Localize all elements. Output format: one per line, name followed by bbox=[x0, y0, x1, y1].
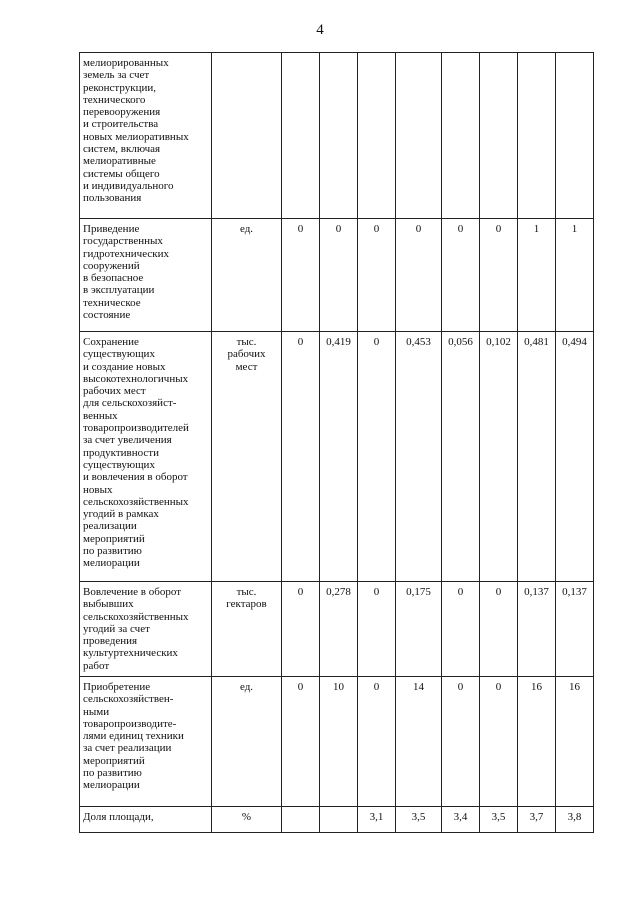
value-cell: 1 bbox=[518, 219, 556, 332]
value-cell: 0 bbox=[358, 219, 396, 332]
value-cell bbox=[518, 53, 556, 219]
indicators-table bbox=[79, 52, 594, 833]
value-cell: 16 bbox=[518, 677, 556, 807]
unit-cell: тыс. рабочих мест bbox=[212, 332, 282, 582]
table-row bbox=[80, 53, 594, 219]
value-cell: 0 bbox=[480, 582, 518, 677]
unit-cell bbox=[212, 53, 282, 219]
value-cell bbox=[282, 807, 320, 833]
page-number: 4 bbox=[316, 22, 324, 38]
indicator-cell: Приобретение сельскохозяйствен- ными товаропроизводите- лями единиц техники за счет реализации мероприятий по развитию мелиорации bbox=[80, 677, 212, 807]
value-cell: 1 bbox=[556, 219, 594, 332]
value-cell bbox=[396, 53, 442, 219]
value-cell bbox=[556, 53, 594, 219]
value-cell bbox=[282, 53, 320, 219]
table-row bbox=[80, 219, 594, 332]
value-cell: 0,137 bbox=[556, 582, 594, 677]
value-cell bbox=[320, 53, 358, 219]
value-cell: 0,419 bbox=[320, 332, 358, 582]
value-cell: 0 bbox=[396, 219, 442, 332]
table-row bbox=[80, 807, 594, 833]
value-cell: 0 bbox=[442, 677, 480, 807]
value-cell: 0 bbox=[442, 582, 480, 677]
unit-cell: % bbox=[212, 807, 282, 833]
value-cell bbox=[480, 53, 518, 219]
value-cell: 0,137 bbox=[518, 582, 556, 677]
indicator-cell: Вовлечение в оборот выбывших сельскохозяйственных угодий за счет проведения культуртехнических работ bbox=[80, 582, 212, 677]
value-cell: 0 bbox=[358, 677, 396, 807]
value-cell: 0 bbox=[282, 332, 320, 582]
unit-cell: ед. bbox=[212, 219, 282, 332]
table-row bbox=[80, 677, 594, 807]
value-cell: 10 bbox=[320, 677, 358, 807]
value-cell: 0 bbox=[320, 219, 358, 332]
value-cell: 3,7 bbox=[518, 807, 556, 833]
value-cell: 14 bbox=[396, 677, 442, 807]
value-cell: 0 bbox=[480, 677, 518, 807]
value-cell: 3,4 bbox=[442, 807, 480, 833]
value-cell: 0 bbox=[480, 219, 518, 332]
unit-cell: тыс. гектаров bbox=[212, 582, 282, 677]
unit-cell: ед. bbox=[212, 677, 282, 807]
indicator-cell: Доля площади, bbox=[80, 807, 212, 833]
value-cell: 0,175 bbox=[396, 582, 442, 677]
value-cell: 0 bbox=[358, 582, 396, 677]
indicator-cell: Приведение государственных гидротехнических сооружений в безопасное в эксплуатации техническое состояние bbox=[80, 219, 212, 332]
value-cell: 0 bbox=[442, 219, 480, 332]
value-cell bbox=[320, 807, 358, 833]
indicator-cell: мелиорированных земель за счет реконструкции, технического перевооружения и строительства новых мелиоративных систем, включая мелиоративные системы общего и индивидуального пользования bbox=[80, 53, 212, 219]
value-cell bbox=[358, 53, 396, 219]
value-cell: 0,494 bbox=[556, 332, 594, 582]
value-cell: 3,5 bbox=[396, 807, 442, 833]
value-cell: 0 bbox=[282, 219, 320, 332]
value-cell: 16 bbox=[556, 677, 594, 807]
value-cell: 0,453 bbox=[396, 332, 442, 582]
value-cell: 3,1 bbox=[358, 807, 396, 833]
value-cell bbox=[442, 53, 480, 219]
value-cell: 3,5 bbox=[480, 807, 518, 833]
value-cell: 3,8 bbox=[556, 807, 594, 833]
value-cell: 0,102 bbox=[480, 332, 518, 582]
value-cell: 0,481 bbox=[518, 332, 556, 582]
table-row bbox=[80, 582, 594, 677]
value-cell: 0 bbox=[282, 677, 320, 807]
table-row bbox=[80, 332, 594, 582]
value-cell: 0 bbox=[282, 582, 320, 677]
indicator-cell: Сохранение существующих и создание новых высокотехнологичных рабочих мест для сельскохозяйст- венных товаропроизводителей за счет увеличения продуктивности существующих и вовлечения в оборот новых сельскохозяйственных угодий в рамках реализации мероприятий по развитию мелиорации bbox=[80, 332, 212, 582]
value-cell: 0 bbox=[358, 332, 396, 582]
value-cell: 0,278 bbox=[320, 582, 358, 677]
value-cell: 0,056 bbox=[442, 332, 480, 582]
